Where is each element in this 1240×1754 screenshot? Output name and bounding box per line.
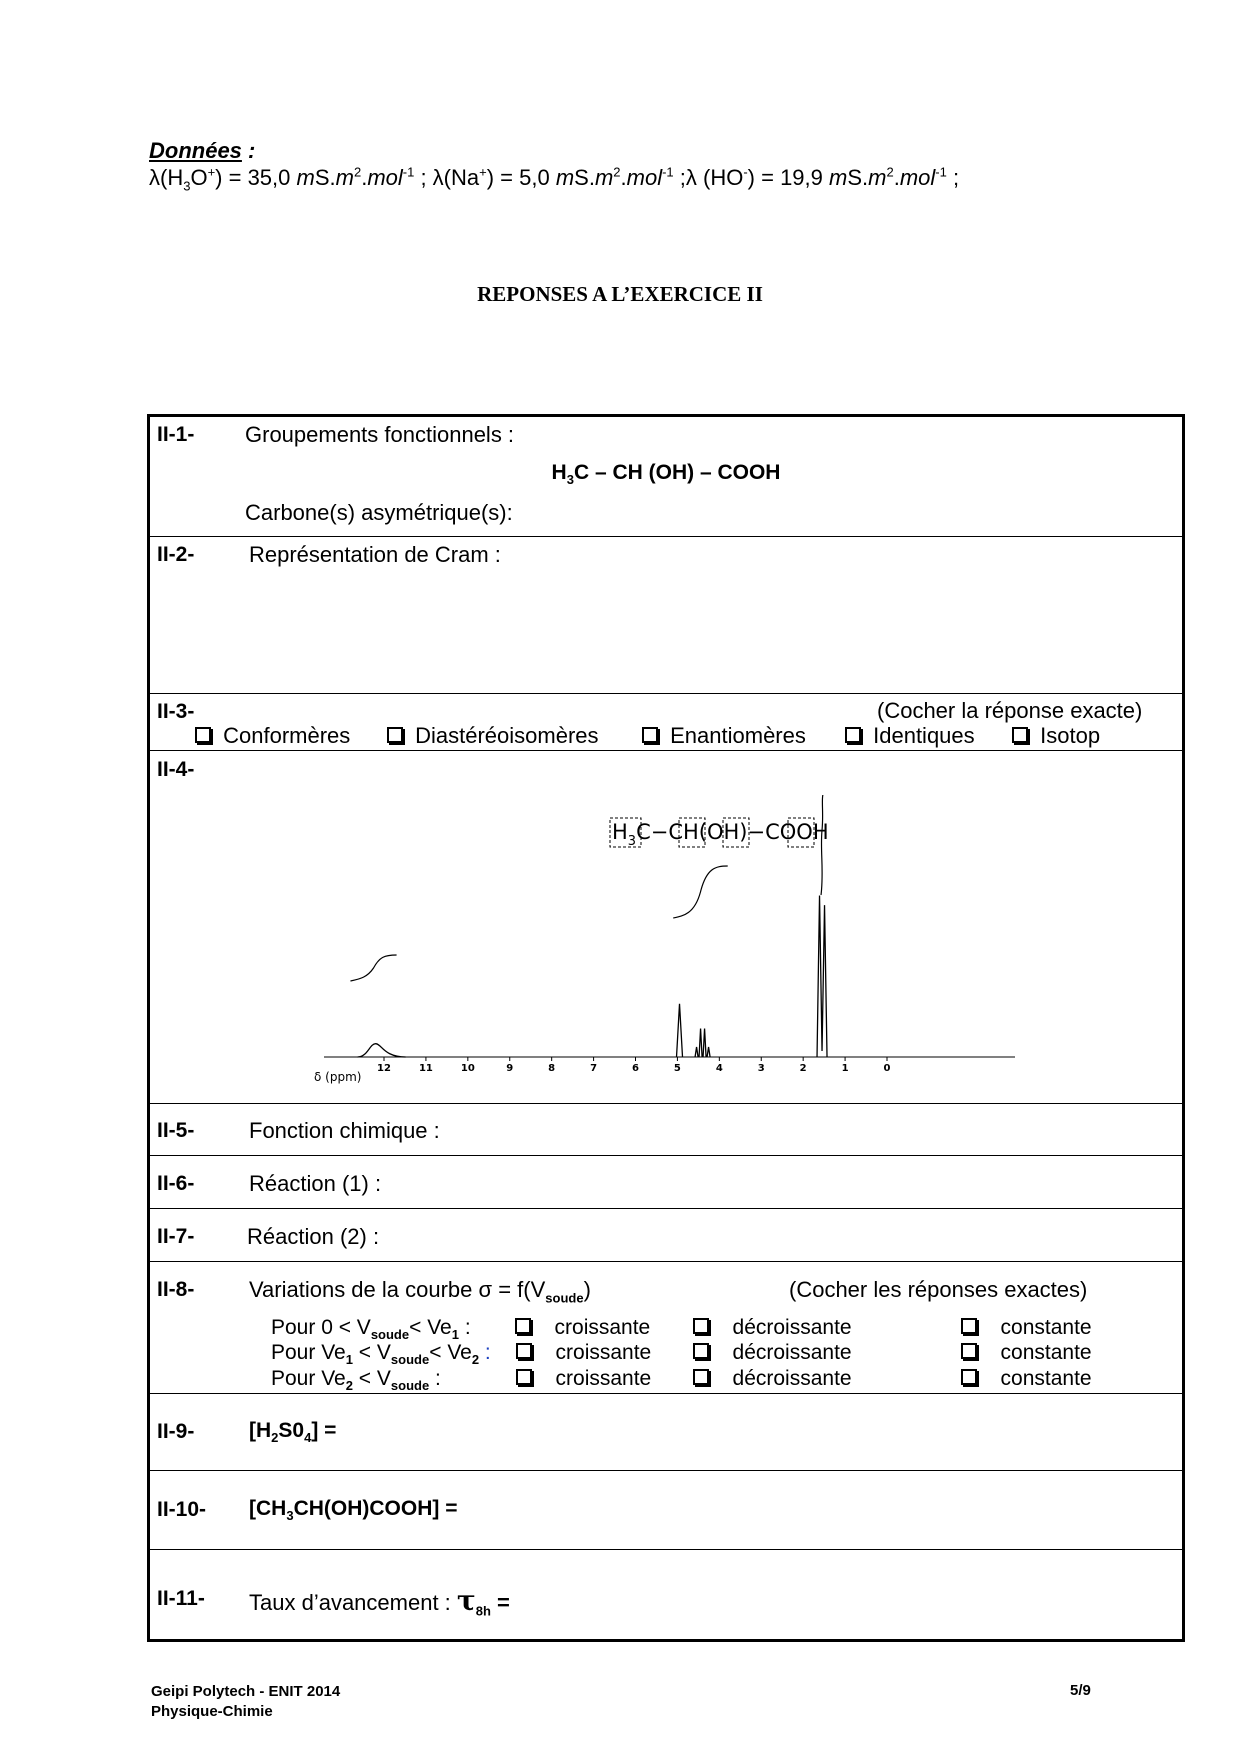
q7-label: II-7-	[157, 1225, 195, 1248]
q8-row-3-label	[271, 1367, 441, 1394]
q3-option-isotop[interactable]	[1012, 723, 1100, 749]
q7-text[interactable]: Réaction (2) :	[247, 1224, 380, 1249]
checkbox-icon[interactable]	[642, 727, 658, 743]
checkbox-icon[interactable]	[515, 1318, 531, 1334]
q8-row-1-decroissante[interactable]	[693, 1316, 852, 1340]
text: +	[207, 164, 216, 180]
text: -1	[662, 164, 674, 180]
text: soude	[390, 1352, 430, 1368]
text: :	[479, 1341, 491, 1364]
q10-label: II-10-	[157, 1498, 207, 1521]
q9-text[interactable]	[249, 1419, 337, 1446]
x-axis-label: δ (ppm)	[314, 1070, 362, 1084]
text: m	[594, 165, 614, 190]
q1-formula	[150, 461, 1182, 488]
checkbox-icon[interactable]	[961, 1318, 977, 1334]
q3-hint: (Cocher la réponse exacte)	[877, 698, 1143, 723]
checkbox-icon[interactable]	[693, 1318, 709, 1334]
q3-option-conformeres[interactable]	[195, 723, 350, 749]
text: mol	[367, 165, 403, 190]
q2-text[interactable]: Représentation de Cram :	[249, 542, 501, 567]
x-tick-label: 1	[841, 1063, 849, 1074]
checkbox-icon[interactable]	[1012, 727, 1028, 743]
text: Conformères	[223, 723, 351, 748]
nmr-integral	[821, 795, 825, 895]
text: -1	[935, 164, 947, 180]
checkbox-icon[interactable]	[961, 1369, 977, 1385]
q1-text[interactable]: Groupements fonctionnels :	[245, 422, 515, 447]
x-tick-label: 10	[460, 1063, 475, 1074]
text: C – CH (OH) – COOH	[573, 461, 781, 484]
text: Enantiomères	[670, 723, 806, 748]
text: ) = 5,0	[486, 165, 556, 190]
checkbox-icon[interactable]	[195, 727, 211, 743]
text: constante	[1000, 1316, 1092, 1339]
row-divider	[150, 693, 1182, 694]
molecule-label	[610, 818, 829, 849]
text: m	[829, 165, 848, 190]
text: :	[458, 1316, 471, 1339]
text: S.	[574, 165, 595, 190]
text: constante	[1000, 1367, 1092, 1390]
text: Variations de la courbe σ = f(V	[249, 1277, 546, 1302]
checkbox-icon[interactable]	[693, 1343, 709, 1359]
q8-row-3-croissante[interactable]	[516, 1367, 651, 1391]
checkbox-icon[interactable]	[961, 1343, 977, 1359]
text: 4	[304, 1430, 312, 1446]
text: 1	[451, 1327, 459, 1343]
text: [CH	[249, 1497, 287, 1520]
text: .	[361, 165, 368, 190]
text: < Ve	[429, 1341, 472, 1364]
text: 2	[271, 1430, 279, 1446]
text: Pour Ve	[271, 1341, 346, 1364]
text: soude	[545, 1290, 584, 1306]
text: H	[551, 461, 567, 484]
text: 8h	[475, 1603, 491, 1619]
row-divider	[150, 1470, 1182, 1471]
x-tick-label: 12	[377, 1063, 391, 1074]
text: Pour 0 < V	[271, 1316, 371, 1339]
text: O	[190, 165, 208, 190]
text: décroissante	[732, 1367, 852, 1390]
row-divider	[150, 1208, 1182, 1209]
text: S.	[847, 165, 869, 190]
checkbox-icon[interactable]	[516, 1343, 532, 1359]
text: +	[479, 164, 487, 180]
x-tick-label: 7	[590, 1063, 598, 1074]
text: Taux d’avancement :	[249, 1590, 457, 1615]
donnees-colon: :	[241, 138, 256, 163]
nmr-spectrum	[300, 795, 1030, 1095]
x-tick-label: 5	[673, 1063, 681, 1074]
q8-text	[249, 1277, 591, 1306]
q8-row-2-decroissante[interactable]	[693, 1341, 852, 1365]
q5-text[interactable]: Fonction chimique :	[249, 1118, 440, 1143]
q8-row-2-constante[interactable]	[961, 1341, 1092, 1365]
nmr-peak	[695, 1029, 710, 1058]
row-divider	[150, 1549, 1182, 1550]
text: =	[490, 1590, 510, 1615]
donnees-conductivities	[149, 164, 960, 194]
text: constante	[1000, 1341, 1092, 1364]
nmr-integral	[350, 955, 396, 981]
text: 3	[566, 472, 574, 488]
checkbox-icon[interactable]	[387, 727, 403, 743]
row-divider	[150, 750, 1182, 751]
text: soude	[390, 1378, 430, 1394]
row-divider	[150, 1155, 1182, 1156]
q10-text[interactable]	[249, 1497, 458, 1524]
q8-label: II-8-	[157, 1278, 195, 1301]
checkbox-icon[interactable]	[516, 1369, 532, 1385]
x-tick-label: 2	[799, 1063, 807, 1074]
text: décroissante	[732, 1341, 852, 1364]
text: ; λ(Na	[414, 165, 480, 190]
nmr-integral	[673, 866, 727, 918]
molecule-text: $H_3C-CH(OH)-COOH$	[612, 820, 829, 849]
q8-row-2-croissante[interactable]	[516, 1341, 651, 1365]
text: 2	[613, 164, 621, 180]
nmr-peak	[817, 896, 827, 1058]
text: ;λ (HO	[673, 165, 744, 190]
text: décroissante	[732, 1316, 852, 1339]
text: croissante	[555, 1341, 652, 1364]
row-divider	[150, 536, 1182, 537]
page-number: 5/9	[1070, 1682, 1091, 1699]
q3-label: II-3-	[157, 700, 195, 723]
row-divider	[150, 1393, 1182, 1394]
text: ) = 19,9	[747, 165, 830, 190]
text: 2	[345, 1378, 353, 1394]
x-tick-label: 0	[883, 1063, 891, 1074]
text: 2	[471, 1352, 480, 1368]
text: [H	[249, 1419, 272, 1442]
text: 2	[886, 164, 894, 180]
text: Isotop	[1040, 723, 1101, 748]
q8-row-1-label	[271, 1316, 471, 1343]
donnees-title	[149, 138, 255, 164]
text: -1	[402, 164, 415, 180]
q8-row-1-constante[interactable]	[961, 1316, 1092, 1340]
q2-label: II-2-	[157, 543, 195, 566]
nmr-peak	[358, 1044, 406, 1057]
text: < V	[352, 1341, 391, 1364]
footer-school: Geipi Polytech - ENIT 2014	[151, 1683, 341, 1700]
q11-text[interactable]	[249, 1584, 510, 1617]
x-tick-label: 4	[715, 1063, 723, 1074]
text: :	[429, 1367, 441, 1390]
text: croissante	[554, 1316, 651, 1339]
text: m	[868, 165, 887, 190]
nmr-peak	[677, 1004, 683, 1057]
q8-row-3-decroissante[interactable]	[693, 1367, 852, 1391]
text: )	[583, 1277, 591, 1302]
text: ] =	[311, 1419, 337, 1442]
q3-option-diastereoisomeres[interactable]	[387, 723, 599, 749]
checkbox-icon[interactable]	[845, 727, 861, 743]
checkbox-icon[interactable]	[693, 1369, 709, 1385]
text: S.	[314, 165, 336, 190]
text: m	[335, 165, 354, 190]
donnees-label: Données	[149, 138, 242, 163]
x-tick-label: 9	[506, 1063, 514, 1074]
text: 1	[345, 1352, 353, 1368]
text: Pour Ve	[271, 1367, 346, 1390]
text: 3	[286, 1508, 294, 1524]
text: ) = 35,0	[215, 165, 297, 190]
x-tick-label: 6	[632, 1063, 639, 1074]
q8-row-1-croissante[interactable]	[515, 1316, 650, 1340]
text: m	[555, 165, 575, 190]
q6-text[interactable]: Réaction (1) :	[249, 1171, 382, 1196]
tau-symbol: τ	[456, 1584, 476, 1617]
row-divider	[150, 1103, 1182, 1104]
text: CH(OH)COOH] =	[293, 1497, 458, 1520]
x-tick-label: 3	[757, 1063, 765, 1074]
text: Diastéréoisomères	[415, 723, 599, 748]
q5-label: II-5-	[157, 1119, 195, 1142]
text: mol	[626, 165, 663, 190]
text: mol	[899, 165, 936, 190]
x-tick-label: 11	[418, 1063, 433, 1074]
q3-option-identiques[interactable]	[845, 723, 975, 749]
text: croissante	[555, 1367, 652, 1390]
text: 2	[353, 164, 362, 180]
text: -	[743, 164, 748, 180]
q1-text2[interactable]: Carbone(s) asymétrique(s):	[245, 500, 513, 525]
text: m	[296, 165, 315, 190]
q6-label: II-6-	[157, 1172, 195, 1195]
text: .	[620, 165, 627, 190]
text: 3	[183, 178, 191, 194]
text: λ(H	[149, 165, 184, 190]
q3-option-enantiomeres[interactable]	[642, 723, 806, 749]
text: .	[893, 165, 900, 190]
text: soude	[370, 1327, 410, 1343]
row-divider	[150, 1261, 1182, 1262]
q8-row-3-constante[interactable]	[961, 1367, 1092, 1391]
q11-label: II-11-	[157, 1587, 205, 1610]
page-title: REPONSES A L’EXERCICE II	[477, 282, 763, 306]
text: S0	[278, 1419, 305, 1442]
q4-label: II-4-	[157, 758, 195, 781]
text: Identiques	[873, 723, 975, 748]
q8-row-2-label	[271, 1341, 491, 1368]
q8-hint: (Cocher les réponses exactes)	[789, 1277, 1088, 1302]
text: < V	[352, 1367, 391, 1390]
footer-subject: Physique-Chimie	[151, 1703, 273, 1720]
x-tick-label: 8	[548, 1063, 556, 1074]
q1-label: II-1-	[157, 423, 195, 446]
text: < Ve	[409, 1316, 452, 1339]
text: ;	[946, 165, 960, 190]
q9-label: II-9-	[157, 1420, 195, 1443]
